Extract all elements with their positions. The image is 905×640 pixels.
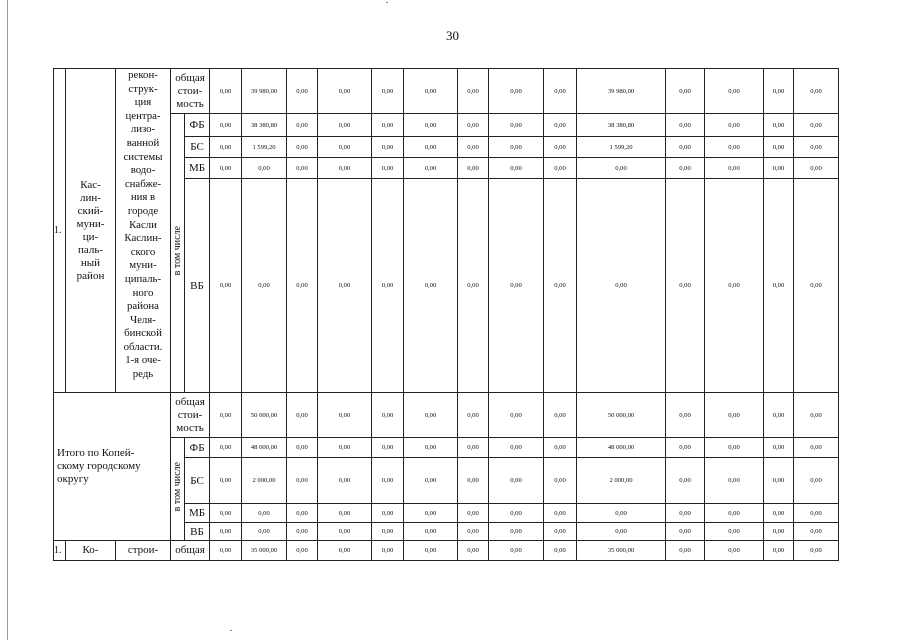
funding-source-label: БС — [185, 458, 210, 504]
value-cell: 39 980,00 — [242, 69, 287, 114]
value-cell: 0,00 — [372, 393, 404, 438]
value-cell: 0,00 — [489, 179, 544, 393]
value-cell: 0,00 — [705, 179, 764, 393]
scan-speck — [230, 630, 232, 631]
value-cell: 0,00 — [489, 393, 544, 438]
object-name: рекон- струк- ция центра- лизо- ванной системы водо- снабже- ния в городе Касли Каслин- ского муни- ципаль- ного района Челя- бинской области. 1-я оче- редь — [116, 69, 171, 393]
value-cell: 0,00 — [372, 69, 404, 114]
row-number: 1. — [54, 541, 66, 561]
funding-source-label: ВБ — [185, 179, 210, 393]
value-cell: 0,00 — [372, 137, 404, 158]
value-cell: 0,00 — [666, 541, 705, 561]
value-cell: 0,00 — [287, 504, 318, 523]
value-cell: 0,00 — [705, 393, 764, 438]
value-cell: 0,00 — [318, 114, 372, 137]
value-cell: 0,00 — [666, 179, 705, 393]
value-cell: 48 000,00 — [577, 438, 666, 458]
value-cell: 0,00 — [458, 458, 489, 504]
itogo-label: Итого по Копей- скому городскому округу — [54, 393, 171, 541]
value-cell: 0,00 — [287, 393, 318, 438]
value-cell: 0,00 — [666, 69, 705, 114]
funding-source-label: ВБ — [185, 523, 210, 541]
value-cell: 1 599,20 — [242, 137, 287, 158]
value-cell: 0,00 — [666, 158, 705, 179]
value-cell: 0,00 — [318, 158, 372, 179]
value-cell: 0,00 — [404, 541, 458, 561]
municipality-name: Ко- — [66, 541, 116, 561]
value-cell: 0,00 — [404, 523, 458, 541]
value-cell: 0,00 — [794, 69, 839, 114]
value-cell: 0,00 — [210, 393, 242, 438]
value-cell: 0,00 — [318, 137, 372, 158]
value-cell: 0,00 — [544, 69, 577, 114]
value-cell: 0,00 — [372, 523, 404, 541]
value-cell: 0,00 — [705, 523, 764, 541]
value-cell: 0,00 — [318, 458, 372, 504]
table-row — [54, 438, 839, 458]
value-cell: 0,00 — [764, 438, 794, 458]
incl-label: в том числе — [172, 225, 183, 276]
page-number: 30 — [446, 28, 459, 43]
value-cell: 48 000,00 — [242, 438, 287, 458]
value-cell: 0,00 — [210, 114, 242, 137]
value-cell: 0,00 — [404, 393, 458, 438]
value-cell: 0,00 — [705, 438, 764, 458]
value-cell: 0,00 — [705, 504, 764, 523]
value-cell: 50 000,00 — [577, 393, 666, 438]
value-cell: 0,00 — [544, 504, 577, 523]
incl-label-cell — [171, 114, 185, 393]
value-cell: 0,00 — [242, 179, 287, 393]
value-cell: 0,00 — [666, 114, 705, 137]
table-body — [54, 69, 839, 561]
value-cell: 39 980,00 — [577, 69, 666, 114]
value-cell: 0,00 — [318, 523, 372, 541]
value-cell: 0,00 — [666, 458, 705, 504]
table-row — [54, 393, 839, 438]
value-cell: 0,00 — [544, 137, 577, 158]
value-cell: 0,00 — [210, 541, 242, 561]
value-cell: 0,00 — [458, 393, 489, 438]
value-cell: 0,00 — [764, 158, 794, 179]
value-cell: 0,00 — [458, 438, 489, 458]
value-cell: 0,00 — [458, 137, 489, 158]
value-cell: 0,00 — [544, 158, 577, 179]
budget-table — [53, 68, 839, 561]
incl-label-cell — [171, 438, 185, 541]
value-cell: 0,00 — [544, 438, 577, 458]
value-cell: 0,00 — [577, 179, 666, 393]
value-cell: 0,00 — [666, 523, 705, 541]
value-cell: 0,00 — [794, 504, 839, 523]
value-cell: 50 000,00 — [242, 393, 287, 438]
value-cell: 0,00 — [666, 438, 705, 458]
value-cell: 2 000,00 — [242, 458, 287, 504]
value-cell: 0,00 — [318, 69, 372, 114]
value-cell: 0,00 — [705, 69, 764, 114]
funding-source-label: БС — [185, 137, 210, 158]
value-cell: 0,00 — [764, 137, 794, 158]
value-cell: 0,00 — [489, 137, 544, 158]
value-cell: 0,00 — [794, 114, 839, 137]
value-cell: 0,00 — [210, 438, 242, 458]
value-cell: 0,00 — [287, 179, 318, 393]
incl-label: в том числе — [172, 461, 183, 512]
value-cell: 0,00 — [489, 158, 544, 179]
value-cell: 0,00 — [666, 504, 705, 523]
total-cost-label: общая — [171, 541, 210, 561]
value-cell: 0,00 — [372, 541, 404, 561]
value-cell: 0,00 — [242, 523, 287, 541]
value-cell: 0,00 — [794, 541, 839, 561]
value-cell: 0,00 — [544, 179, 577, 393]
value-cell: 0,00 — [404, 158, 458, 179]
value-cell: 0,00 — [458, 504, 489, 523]
value-cell: 0,00 — [544, 114, 577, 137]
value-cell: 0,00 — [404, 69, 458, 114]
value-cell: 1 599,20 — [577, 137, 666, 158]
value-cell: 0,00 — [577, 523, 666, 541]
value-cell: 35 000,00 — [242, 541, 287, 561]
value-cell: 0,00 — [489, 541, 544, 561]
value-cell: 0,00 — [666, 393, 705, 438]
value-cell: 0,00 — [489, 523, 544, 541]
value-cell: 0,00 — [764, 541, 794, 561]
value-cell: 0,00 — [318, 393, 372, 438]
value-cell: 0,00 — [372, 504, 404, 523]
value-cell: 0,00 — [287, 458, 318, 504]
value-cell: 0,00 — [210, 504, 242, 523]
value-cell: 0,00 — [544, 523, 577, 541]
funding-source-label: ФБ — [185, 438, 210, 458]
value-cell: 2 000,00 — [577, 458, 666, 504]
value-cell: 0,00 — [705, 458, 764, 504]
value-cell: 0,00 — [242, 158, 287, 179]
value-cell: 0,00 — [372, 438, 404, 458]
total-cost-label: общая стои- мость — [171, 69, 210, 114]
value-cell: 0,00 — [404, 179, 458, 393]
value-cell: 0,00 — [764, 179, 794, 393]
scan-margin-line — [7, 0, 8, 640]
value-cell: 0,00 — [764, 393, 794, 438]
value-cell: 0,00 — [404, 458, 458, 504]
funding-source-label: ФБ — [185, 114, 210, 137]
value-cell: 0,00 — [372, 114, 404, 137]
value-cell: 0,00 — [372, 158, 404, 179]
value-cell: 0,00 — [489, 438, 544, 458]
value-cell: 0,00 — [764, 69, 794, 114]
value-cell: 0,00 — [318, 504, 372, 523]
value-cell: 0,00 — [489, 458, 544, 504]
value-cell: 0,00 — [404, 137, 458, 158]
value-cell: 0,00 — [458, 541, 489, 561]
value-cell: 0,00 — [666, 137, 705, 158]
value-cell: 0,00 — [794, 438, 839, 458]
value-cell: 0,00 — [458, 179, 489, 393]
scan-speck — [386, 2, 388, 3]
value-cell: 0,00 — [210, 137, 242, 158]
value-cell: 0,00 — [210, 158, 242, 179]
value-cell: 0,00 — [210, 69, 242, 114]
value-cell: 0,00 — [458, 523, 489, 541]
value-cell: 0,00 — [287, 523, 318, 541]
value-cell: 0,00 — [318, 179, 372, 393]
value-cell: 0,00 — [794, 158, 839, 179]
value-cell: 0,00 — [458, 69, 489, 114]
value-cell: 38 380,80 — [242, 114, 287, 137]
value-cell: 0,00 — [794, 523, 839, 541]
value-cell: 35 000,00 — [577, 541, 666, 561]
municipality-name: Кас- лин- ский- муни- ци- паль- ный район — [66, 69, 116, 393]
value-cell: 0,00 — [764, 114, 794, 137]
value-cell: 0,00 — [764, 458, 794, 504]
value-cell: 0,00 — [705, 137, 764, 158]
value-cell: 0,00 — [705, 158, 764, 179]
value-cell: 0,00 — [458, 114, 489, 137]
value-cell: 0,00 — [544, 393, 577, 438]
value-cell: 0,00 — [764, 523, 794, 541]
value-cell: 0,00 — [287, 114, 318, 137]
funding-source-label: МБ — [185, 158, 210, 179]
value-cell: 0,00 — [489, 114, 544, 137]
table-row — [54, 114, 839, 137]
value-cell: 0,00 — [287, 137, 318, 158]
total-cost-label: общая стои- мость — [171, 393, 210, 438]
value-cell: 0,00 — [318, 438, 372, 458]
value-cell: 0,00 — [705, 114, 764, 137]
value-cell: 0,00 — [705, 541, 764, 561]
value-cell: 0,00 — [287, 438, 318, 458]
value-cell: 0,00 — [458, 158, 489, 179]
value-cell: 0,00 — [287, 69, 318, 114]
value-cell: 0,00 — [577, 504, 666, 523]
table-row — [54, 541, 839, 561]
value-cell: 0,00 — [372, 179, 404, 393]
value-cell: 0,00 — [210, 523, 242, 541]
value-cell: 0,00 — [764, 504, 794, 523]
value-cell: 0,00 — [794, 137, 839, 158]
table-row — [54, 69, 839, 114]
value-cell: 0,00 — [318, 541, 372, 561]
value-cell: 0,00 — [577, 158, 666, 179]
value-cell: 0,00 — [372, 458, 404, 504]
value-cell: 0,00 — [210, 458, 242, 504]
value-cell: 0,00 — [794, 179, 839, 393]
value-cell: 0,00 — [242, 504, 287, 523]
value-cell: 0,00 — [210, 179, 242, 393]
value-cell: 0,00 — [544, 458, 577, 504]
funding-source-label: МБ — [185, 504, 210, 523]
value-cell: 0,00 — [404, 438, 458, 458]
value-cell: 0,00 — [794, 458, 839, 504]
value-cell: 0,00 — [287, 158, 318, 179]
value-cell: 0,00 — [794, 393, 839, 438]
value-cell: 0,00 — [404, 114, 458, 137]
value-cell: 0,00 — [287, 541, 318, 561]
value-cell: 0,00 — [544, 541, 577, 561]
value-cell: 38 380,80 — [577, 114, 666, 137]
object-name: строи- — [116, 541, 171, 561]
row-number: 1. — [54, 69, 66, 393]
value-cell: 0,00 — [404, 504, 458, 523]
value-cell: 0,00 — [489, 69, 544, 114]
value-cell: 0,00 — [489, 504, 544, 523]
